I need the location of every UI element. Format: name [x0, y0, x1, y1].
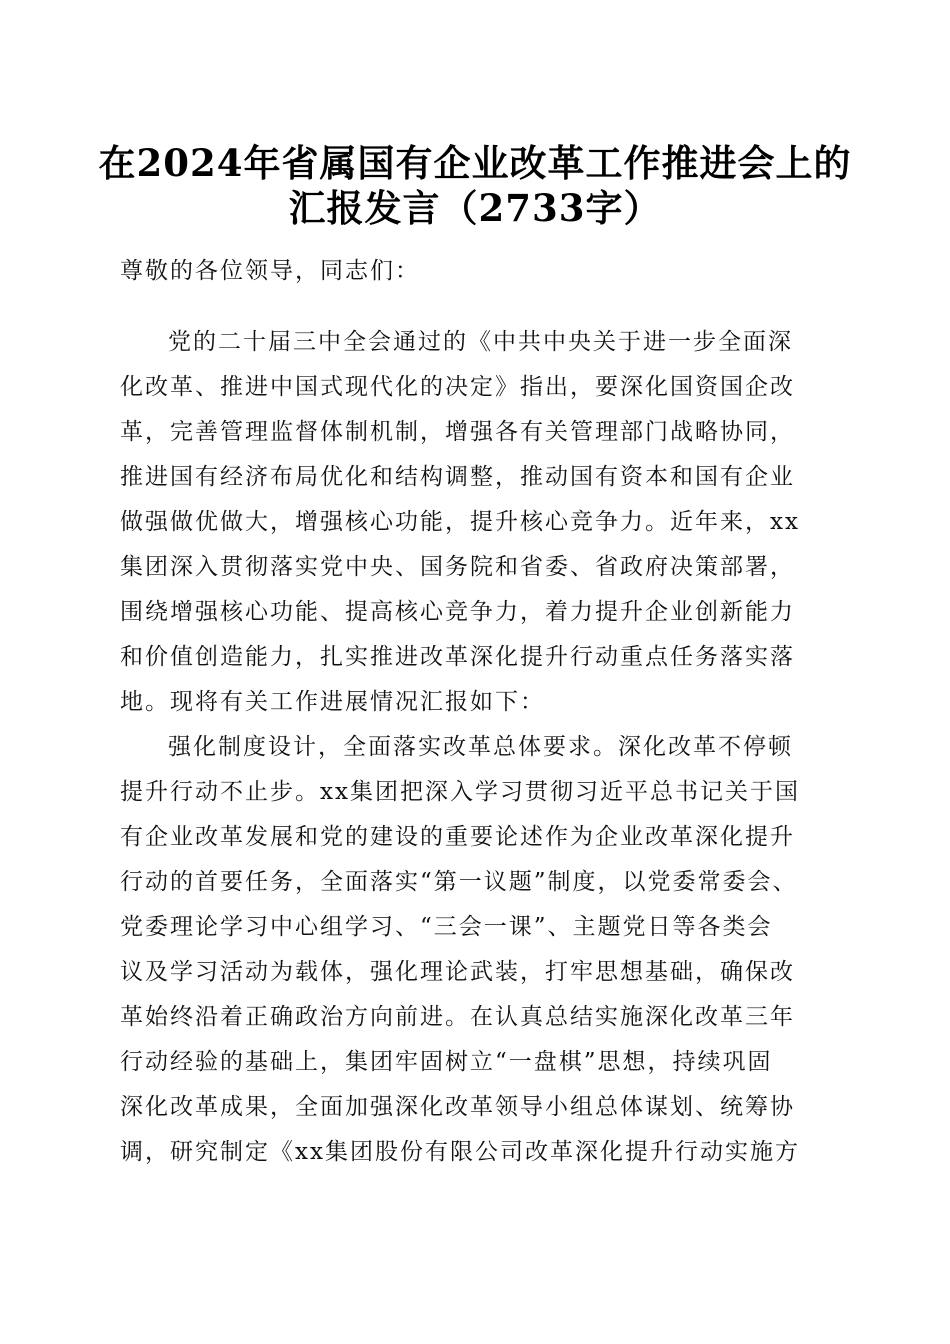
paragraph-line: 提升行动不止步。xx集团把深入学习贯彻习近平总书记关于国 [120, 779, 800, 805]
paragraph-line: 地。现将有关工作进展情况汇报如下： [120, 689, 545, 715]
paragraph-line: 调，研究制定《xx集团股份有限公司改革深化提升行动实施方 [120, 1139, 800, 1165]
paragraph-line: 行动经验的基础上，集团牢固树立“一盘棋”思想，持续巩固 [120, 1049, 773, 1075]
document-title-line-2: 汇报发言（2733字） [288, 186, 662, 230]
paragraph-line: 革始终沿着正确政治方向前进。在认真总结实施深化改革三年 [120, 1004, 795, 1030]
paragraph-line: 化改革、推进中国式现代化的决定》指出，要深化国资国企改 [120, 374, 795, 400]
paragraph-line: 和价值创造能力，扎实推进改革深化提升行动重点任务落实落 [120, 644, 795, 670]
document-title-line-1: 在2024年省属国有企业改革工作推进会上的 [98, 141, 852, 185]
paragraph-line: 做强做优做大，增强核心功能，提升核心竞争力。近年来，xx [120, 509, 800, 535]
paragraph-line: 集团深入贯彻落实党中央、国务院和省委、省政府决策部署， [120, 554, 795, 580]
paragraph-line: 推进国有经济布局优化和结构调整，推动国有资本和国有企业 [120, 464, 795, 490]
salutation: 尊敬的各位领导，同志们： [120, 258, 420, 284]
paragraph-line: 行动的首要任务，全面落实“第一议题”制度，以党委常委会、 [120, 869, 798, 895]
paragraph-line: 议及学习活动为载体，强化理论武装，打牢思想基础，确保改 [120, 959, 795, 985]
paragraph-line: 党的二十届三中全会通过的《中共中央关于进一步全面深 [168, 329, 793, 355]
paragraph-line: 深化改革成果，全面加强深化改革领导小组总体谋划、统筹协 [120, 1094, 795, 1120]
paragraph-line: 强化制度设计，全面落实改革总体要求。深化改革不停顿 [168, 734, 793, 760]
paragraph-line: 党委理论学习中心组学习、“三会一课”、主题党日等各类会 [120, 914, 773, 940]
paragraph-line: 围绕增强核心功能、提高核心竞争力，着力提升企业创新能力 [120, 599, 795, 625]
paragraph-line: 革，完善管理监督体制机制，增强各有关管理部门战略协同， [120, 419, 795, 445]
paragraph-line: 有企业改革发展和党的建设的重要论述作为企业改革深化提升 [120, 824, 795, 850]
